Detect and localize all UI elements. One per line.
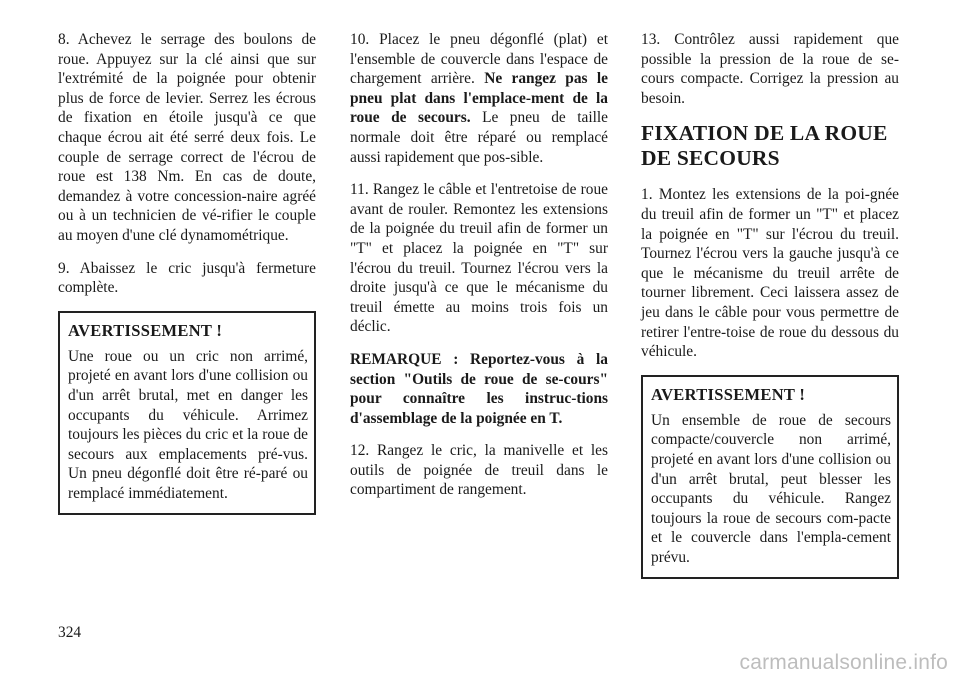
warning-text: Un ensemble de roue de secours compacte/couvercle non arrimé, projeté en avant lors d'une collision ou d'un arrêt brutal, peut blesser les occupants du véhicule. Rangez toujours la roue de secours com-pacte et le couvercle dans l'empla-cement prévu.: [651, 411, 891, 566]
column-2: [350, 30, 608, 513]
warning-title: AVERTISSEMENT !: [68, 320, 223, 340]
step-10-emphasis: Ne rangez pas le pneu plat dans l'emplace-ment de la roue de secours.: [350, 70, 608, 127]
warning-text: Une roue ou un cric non arrimé, projeté en avant lors d'une collision ou d'un arrêt brutal, met en danger les occupants du véhicule. Arrimez toujours les pièces du cric et la roue de secours aux emplacements pré-vus. Un pneu dégonflé doit être ré-paré ou remplacé immédiatement.: [68, 347, 308, 502]
page-number: 324: [58, 624, 82, 641]
step-1-text: 1. Montez les extensions de la poi-gnée du treuil afin de former un "T" et placez la poignée en "T" sur l'écrou du treuil. Tournez l'écrou vers la gauche jusqu'à ce que le mécanisme du treuil arrête de tourner librement. Ceci laissera assez de jeu dans le câble pour vous permettre de retirer l'entre-toise de roue du dessous du véhicule.: [641, 186, 899, 361]
step-11-text: 11. Rangez le câble et l'entretoise de roue avant de rouler. Remontez les extensions de la poignée du treuil afin de former un "T" et placez la poignée en "T" sur l'écrou du treuil. Tournez l'écrou vers la droite jusqu'à ce que le mécanisme du treuil émette au moins trois fois un déclic.: [350, 181, 608, 336]
step-12-text: 12. Rangez le cric, la manivelle et les outils de poignée de treuil dans le compartiment de rangement.: [350, 442, 608, 499]
section-heading: FIXATION DE LA ROUE DE SECOURS: [641, 121, 888, 171]
step-9-text: 9. Abaissez le cric jusqu'à fermeture complète.: [58, 259, 316, 297]
remarque-text: REMARQUE : Reportez-vous à la section "Outils de roue de se-cours" pour connaître les instruc-tions d'assemblage de la poignée en T.: [350, 350, 608, 427]
step-10-end: Le pneu de taille normale doit être réparé ou remplacé aussi rapidement que pos-sible.: [350, 109, 608, 166]
step-8-text: 8. Achevez le serrage des boulons de roue. Appuyez sur la clé ainsi que sur l'extrémité de la poignée pour obtenir plus de force de levier. Serrez les écrous de fixation en étoile jusqu'à ce que chaque écrou ait été serré deux fois. Le couple de serrage correct de l'écrou de roue est 138 Nm. En cas de doute, demandez à votre concession-naire agréé ou à un technicien de vé-rifier le couple au moyen d'une clé dynamométrique.: [58, 31, 316, 244]
warning-box-jack: [58, 311, 316, 516]
warning-title: AVERTISSEMENT !: [651, 384, 806, 404]
warning-box-spare: [641, 375, 899, 580]
step-13-text: 13. Contrôlez aussi rapidement que possible la pression de la roue de se-cours compacte. Corrigez la pression au besoin.: [641, 31, 899, 107]
watermark-logo: carmanualsonline.info: [739, 651, 948, 674]
step-10-intro: 10. Placez le pneu dégonflé (plat) et l'ensemble de couvercle dans l'espace de chargement arrière.: [350, 31, 608, 88]
step-10-text: [350, 30, 608, 167]
column-3: [641, 30, 899, 579]
remarque-note: [350, 350, 608, 428]
column-1: [58, 30, 316, 515]
